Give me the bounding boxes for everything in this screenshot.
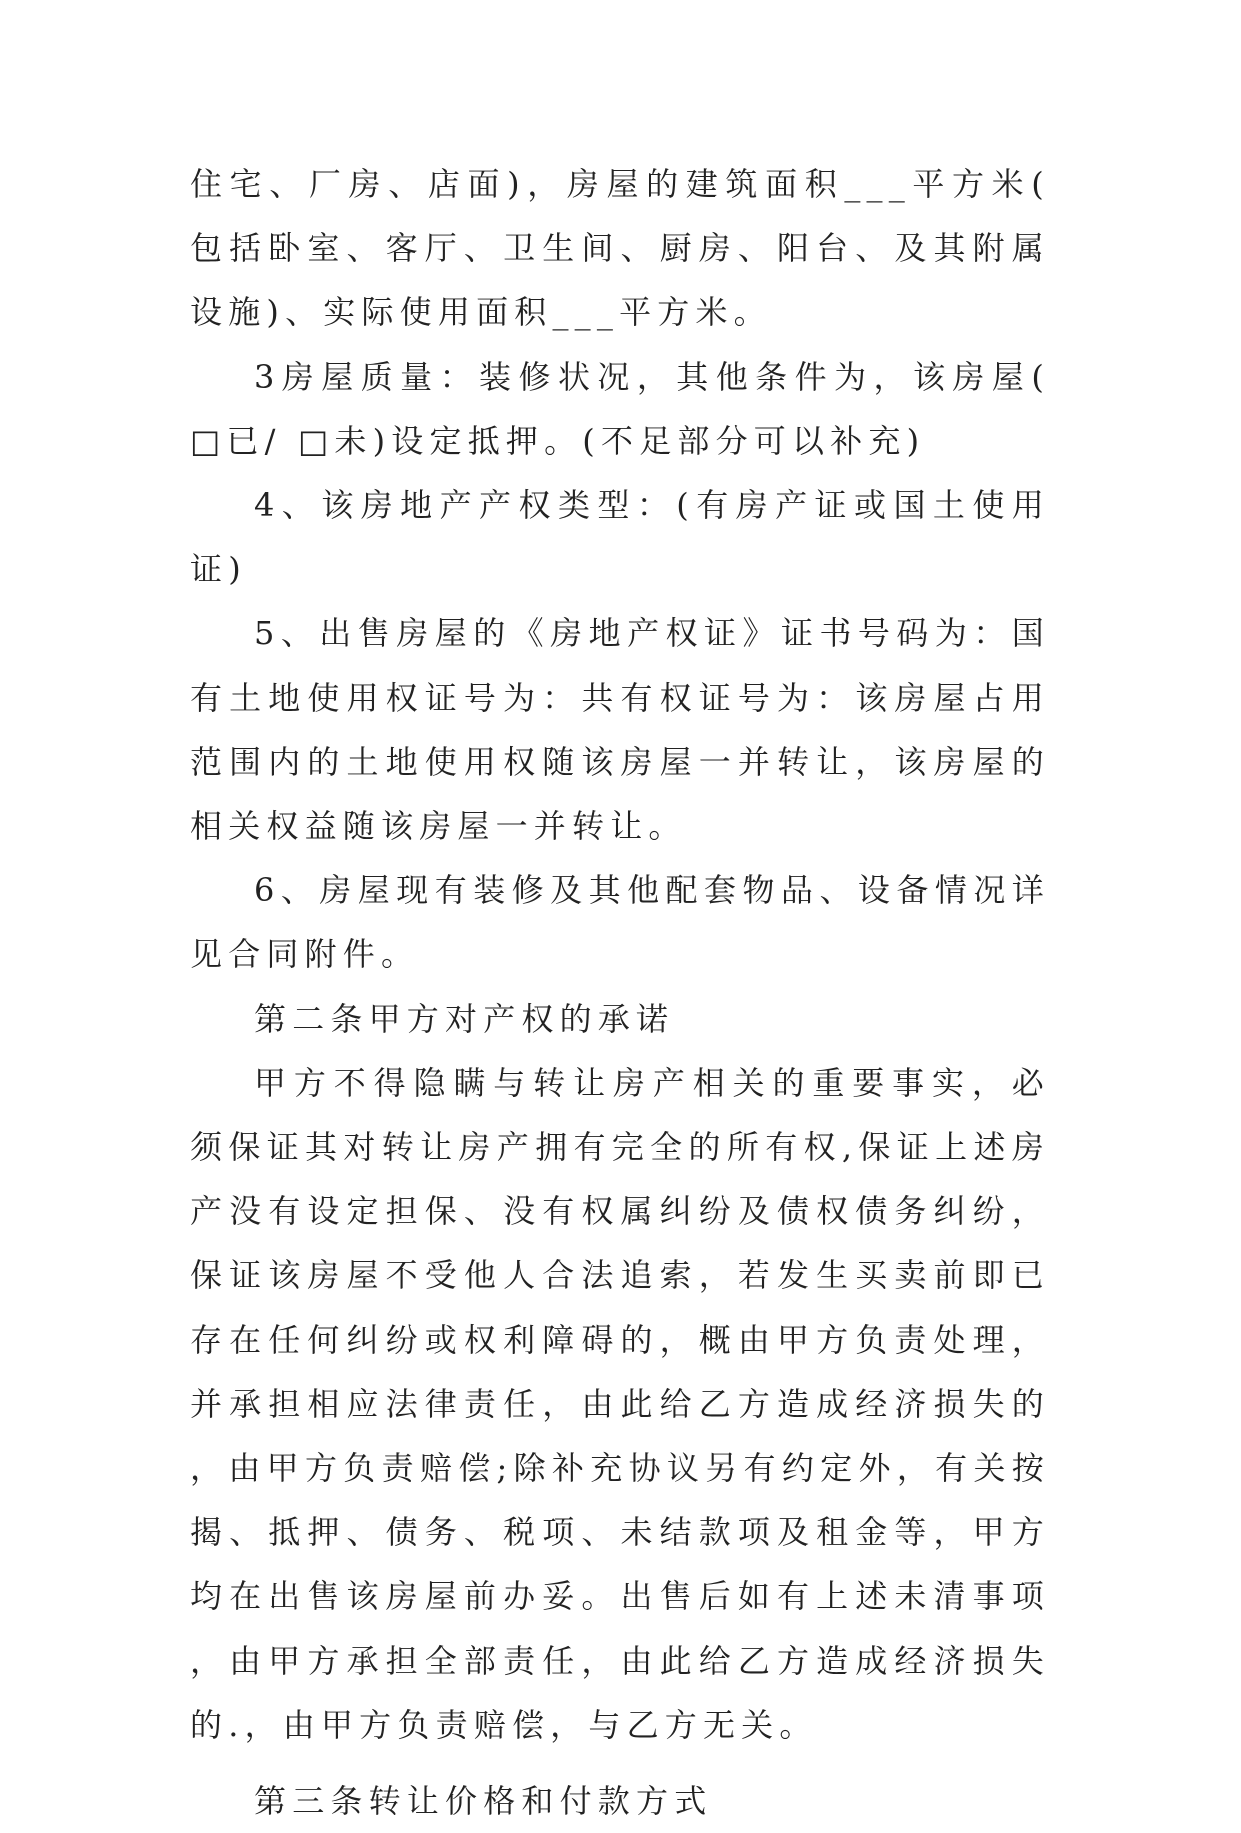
paragraph-property-right-type: 4、该房地产产权类型：(有房产证或国土使用证) xyxy=(190,486,1050,589)
paragraph-house-quality: 3房屋质量：装修状况，其他条件为，该房屋(□已/ □未)设定抵押。(不足部分可以补充) xyxy=(190,357,1050,460)
paragraph-certificate-number: 5、出售房屋的《房地产权证》证书号码为：国有土地使用权证号为：共有权证号为：该房屋占用范围内的土地使用权随该房屋一并转让，该房屋的相关权益随该房屋一并转让。 xyxy=(190,614,1050,846)
paragraph-decoration-appendix: 6、房屋现有装修及其他配套物品、设备情况详见合同附件。 xyxy=(190,871,1050,974)
article-3-heading: 第三条转让价格和付款方式 xyxy=(254,1782,713,1821)
document-page xyxy=(190,152,1050,1833)
paragraph-property-area: 住宅、厂房、店面)，房屋的建筑面积___平方米(包括卧室、客厅、卫生间、厨房、阳台、及其附属设施)、实际使用面积___平方米。 xyxy=(190,165,1050,332)
article-2-body: 甲方不得隐瞒与转让房产相关的重要事实，必须保证其对转让房产拥有完全的所有权,保证上述房产没有设定担保、没有权属纠纷及债权债务纠纷，保证该房屋不受他人合法追索，若发生买卖前即已存在任何纠纷或权利障碍的，概由甲方负责处理，并承担相应法律责任，由此给乙方造成经济损失的，由甲方负责赔偿;除补充协议另有约定外，有关按揭、抵押、债务、税项、未结款项及租金等，甲方均在出售该房屋前办妥。出售后如有上述未清事项，由甲方承担全部责任，由此给乙方造成经济损失的.，由甲方负责赔偿，与乙方无关。 xyxy=(190,1063,1050,1744)
article-2-heading: 第二条甲方对产权的承诺 xyxy=(254,999,675,1038)
